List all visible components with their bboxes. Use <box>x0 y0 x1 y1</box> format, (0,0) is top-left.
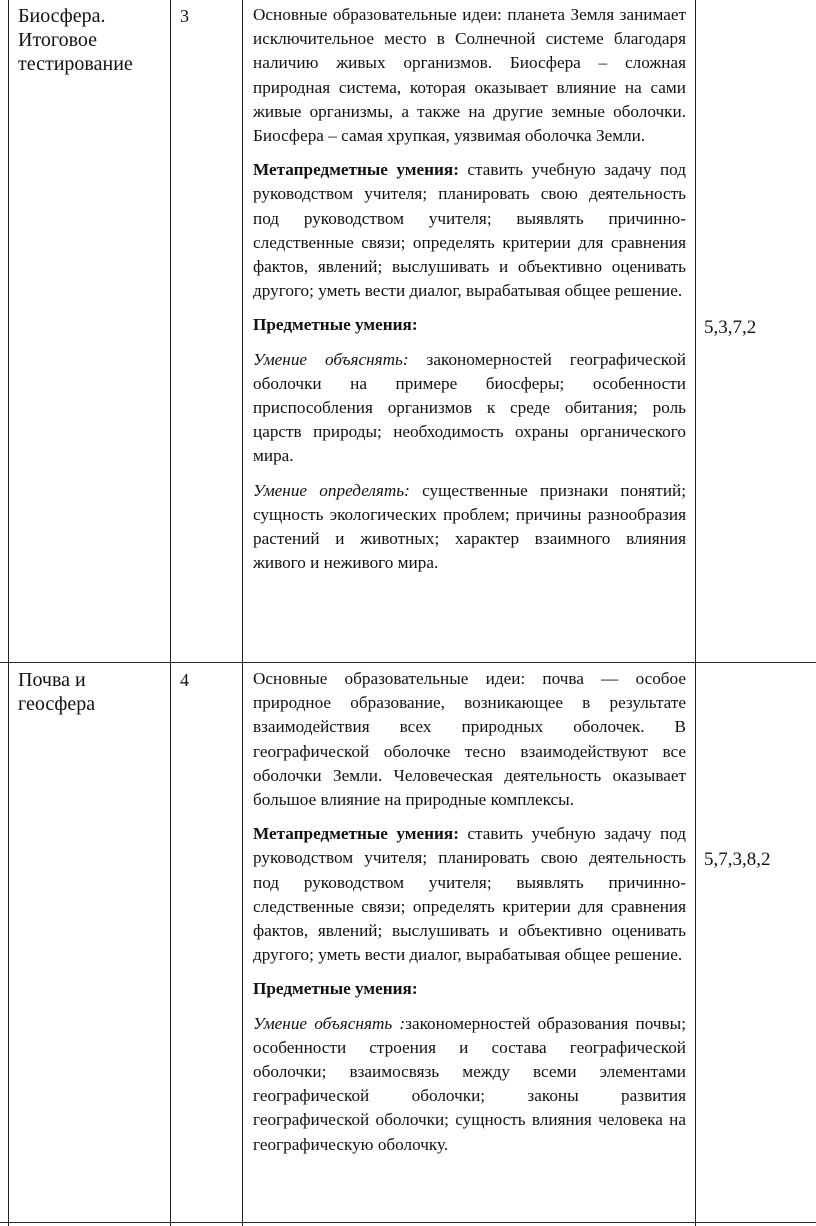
content-cell <box>253 667 686 1157</box>
explain-text: закономерностей образования почвы; особенности строения и состава географической оболочки; взаимосвязь между всеми элементами географической оболочки; законы развития географической оболочки; сущность влияния человека на географическую оболочку. <box>253 1013 686 1154</box>
meta-skills-paragraph <box>253 158 686 303</box>
hours-value: 4 <box>180 670 189 690</box>
codes-cell <box>704 316 812 340</box>
topic-cell <box>18 668 164 716</box>
subject-skills-heading: Предметные умения: <box>253 315 418 335</box>
meta-skills-label: Метапредметные умения: <box>253 160 459 180</box>
content-cell <box>253 3 686 575</box>
hours-cell <box>180 4 236 28</box>
table-border-left <box>8 0 9 1226</box>
meta-skills-text: ставить учебную задачу под руководством учителя; планировать свою деятельность под руководством учителя; выявлять причинно-следственные связи; определять критерии для сравнения фактов, явлений; выслушивать и объективно оценивать другого; уметь вести диалог, вырабатывая общее решение. <box>253 824 686 965</box>
explain-label: Умение объяснять : <box>253 1013 406 1033</box>
meta-skills-label: Метапредметные умения: <box>253 824 459 844</box>
topic-text: Биосфера. Итоговое тестирование <box>18 5 133 75</box>
table-divider-2 <box>242 0 243 1226</box>
table-divider-1 <box>170 0 171 1226</box>
table-divider-3 <box>695 0 696 1226</box>
row-separator <box>0 662 816 663</box>
ideas-paragraph: Основные образовательные идеи: почва — особое природное образование, возникающее в результате взаимодействия всех природных оболочек. В географической оболочке тесно взаимодействуют все оболочки Земли. Человеческая деятельность оказывает большое влияние на природные комплексы. <box>253 669 686 810</box>
meta-skills-text: ставить учебную задачу под руководством учителя; планировать свою деятельность под руководством учителя; выявлять причинно-следственные связи; определять критерии для сравнения фактов, явлений; выслушивать и объективно оценивать другого; уметь вести диалог, вырабатывая общее решение. <box>253 160 686 301</box>
define-paragraph <box>253 479 686 576</box>
hours-value: 3 <box>180 6 189 26</box>
define-label: Умение определять: <box>253 480 410 500</box>
codes-value: 5,3,7,2 <box>704 317 757 338</box>
topic-cell <box>18 4 164 76</box>
meta-skills-paragraph <box>253 822 686 967</box>
ideas-paragraph: Основные образовательные идеи: планета Земля занимает исключительное место в Солнечной системе благодаря наличию живых организмов. Биосфера – сложная природная система, которая оказывает влияние на сами живые организмы, а также на другие земные оболочки. Биосфера – самая хрупкая, уязвимая оболочка Земли. <box>253 5 686 146</box>
table-border-bottom <box>0 1222 816 1223</box>
codes-value: 5,7,3,8,2 <box>704 849 771 870</box>
codes-cell <box>704 848 812 872</box>
topic-text: Почва и геосфера <box>18 669 96 715</box>
define-text: существенные признаки понятий; сущность экологических проблем; причины разнообразия растений и животных; характер взаимного влияния живого и неживого мира. <box>253 480 686 573</box>
explain-paragraph <box>253 348 686 469</box>
explain-label: Умение объяснять: <box>253 349 409 369</box>
explain-paragraph <box>253 1012 686 1157</box>
hours-cell <box>180 668 236 692</box>
subject-skills-heading: Предметные умения: <box>253 979 418 999</box>
explain-text: закономерностей географической оболочки на примере биосферы; особенности приспособления организмов к среде обитания; роль царств природы; необходимость охраны органического мира. <box>253 349 686 466</box>
